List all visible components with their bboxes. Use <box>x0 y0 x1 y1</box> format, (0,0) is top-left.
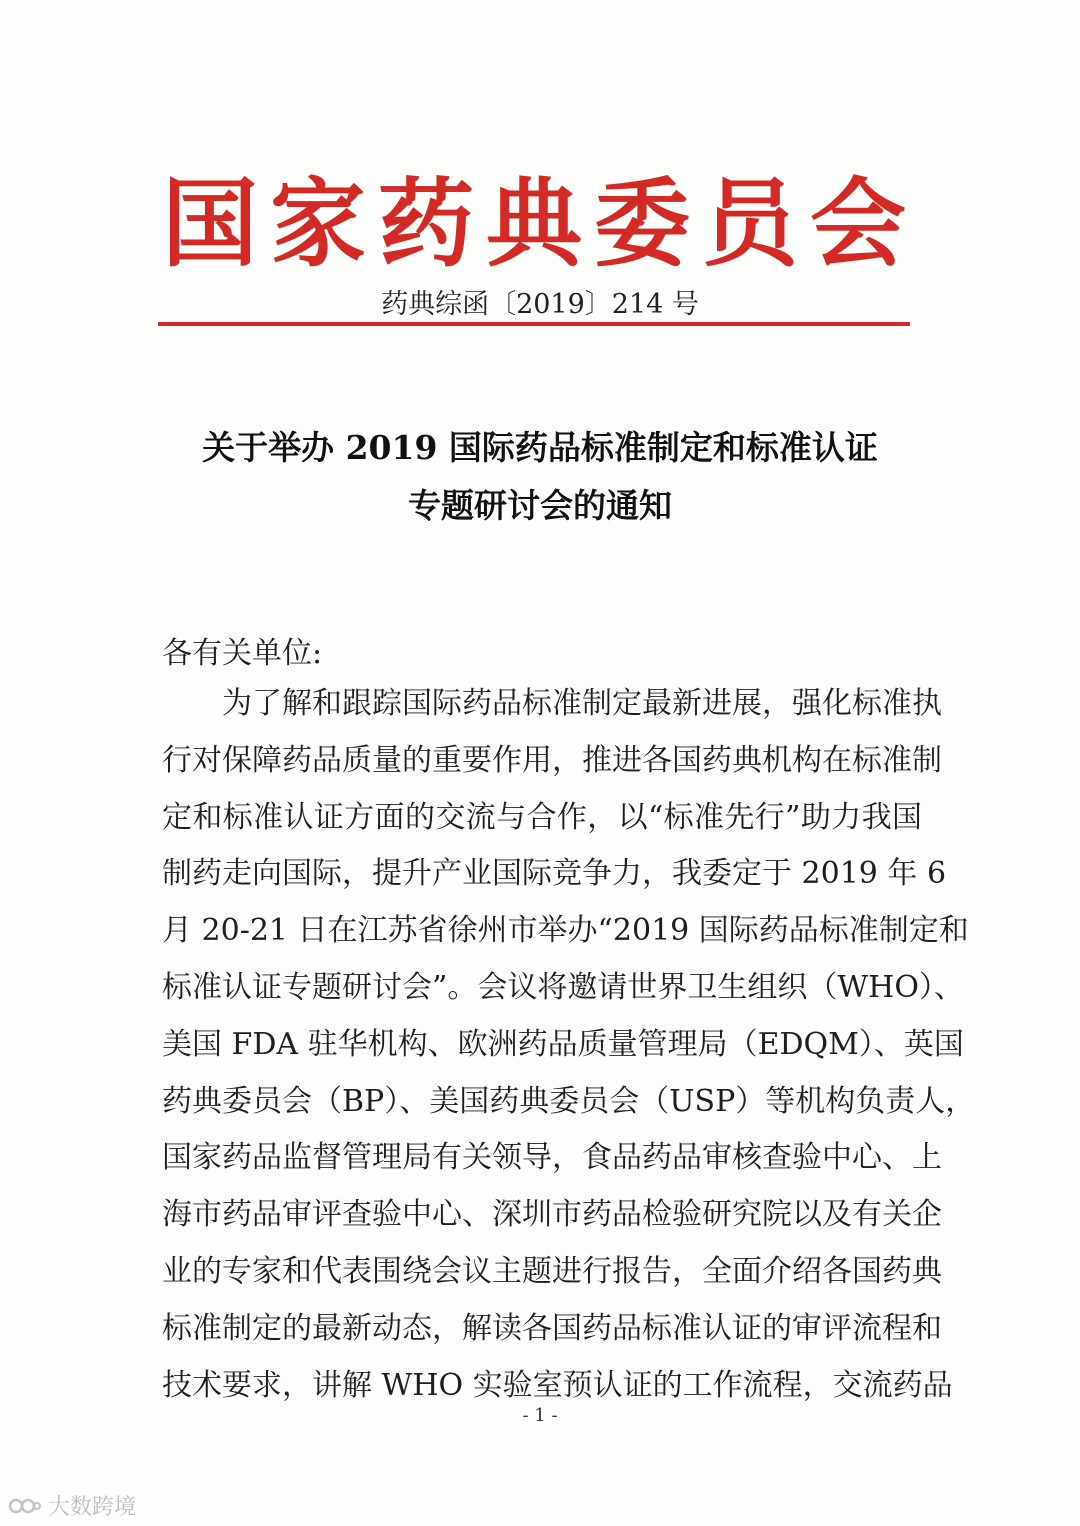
red-divider-line <box>158 322 910 326</box>
body-text <box>162 676 976 1414</box>
watermark <box>8 1490 136 1521</box>
body-line: 为了解和跟踪国际药品标准制定最新进展，强化标准执 <box>222 686 942 721</box>
body-line: 标准认证专题研讨会”。会议将邀请世界卫生组织（WHO）、 <box>162 969 964 1005</box>
body-line: 海市药品审评查验中心、深圳市药品检验研究院以及有关企 <box>162 1197 942 1233</box>
notice-title-line-2: 专题研讨会的通知 <box>408 486 672 525</box>
document-number: 药典综函〔2019〕214 号 <box>381 289 699 320</box>
watermark-logo-icon <box>8 1495 42 1517</box>
page-number: - 1 - <box>522 1405 558 1426</box>
body-line: 行对保障药品质量的重要作用，推进各国药典机构在标准制 <box>162 742 942 778</box>
issuer-masthead: 国家药典委员会 <box>162 167 918 280</box>
salutation: 各有关单位: <box>162 636 323 671</box>
body-line: 美国 FDA 驻华机构、欧洲药品质量管理局（EDQM）、英国 <box>162 1026 964 1062</box>
body-line: 药典委员会（BP）、美国药典委员会（USP）等机构负责人， <box>162 1083 976 1119</box>
body-line: 业的专家和代表围绕会议主题进行报告，全面介绍各国药典 <box>162 1253 942 1289</box>
body-line: 月 20-21 日在江苏省徐州市举办“2019 国际药品标准制定和 <box>162 913 969 949</box>
body-line: 技术要求，讲解 WHO 实验室预认证的工作流程，交流药品 <box>162 1367 953 1403</box>
watermark-text: 大数跨境 <box>48 1495 137 1520</box>
body-line: 国家药品监督管理局有关领导，食品药品审核查验中心、上 <box>162 1140 942 1176</box>
notice-title-line-1: 关于举办 2019 国际药品标准制定和标准认证 <box>202 428 878 467</box>
body-line: 定和标准认证方面的交流与合作，以“标准先行”助力我国 <box>162 799 922 835</box>
body-line: 标准制定的最新动态，解读各国药品标准认证的审评流程和 <box>162 1310 942 1346</box>
body-line: 制药走向国际，提升产业国际竞争力，我委定于 2019 年 6 <box>162 856 947 892</box>
